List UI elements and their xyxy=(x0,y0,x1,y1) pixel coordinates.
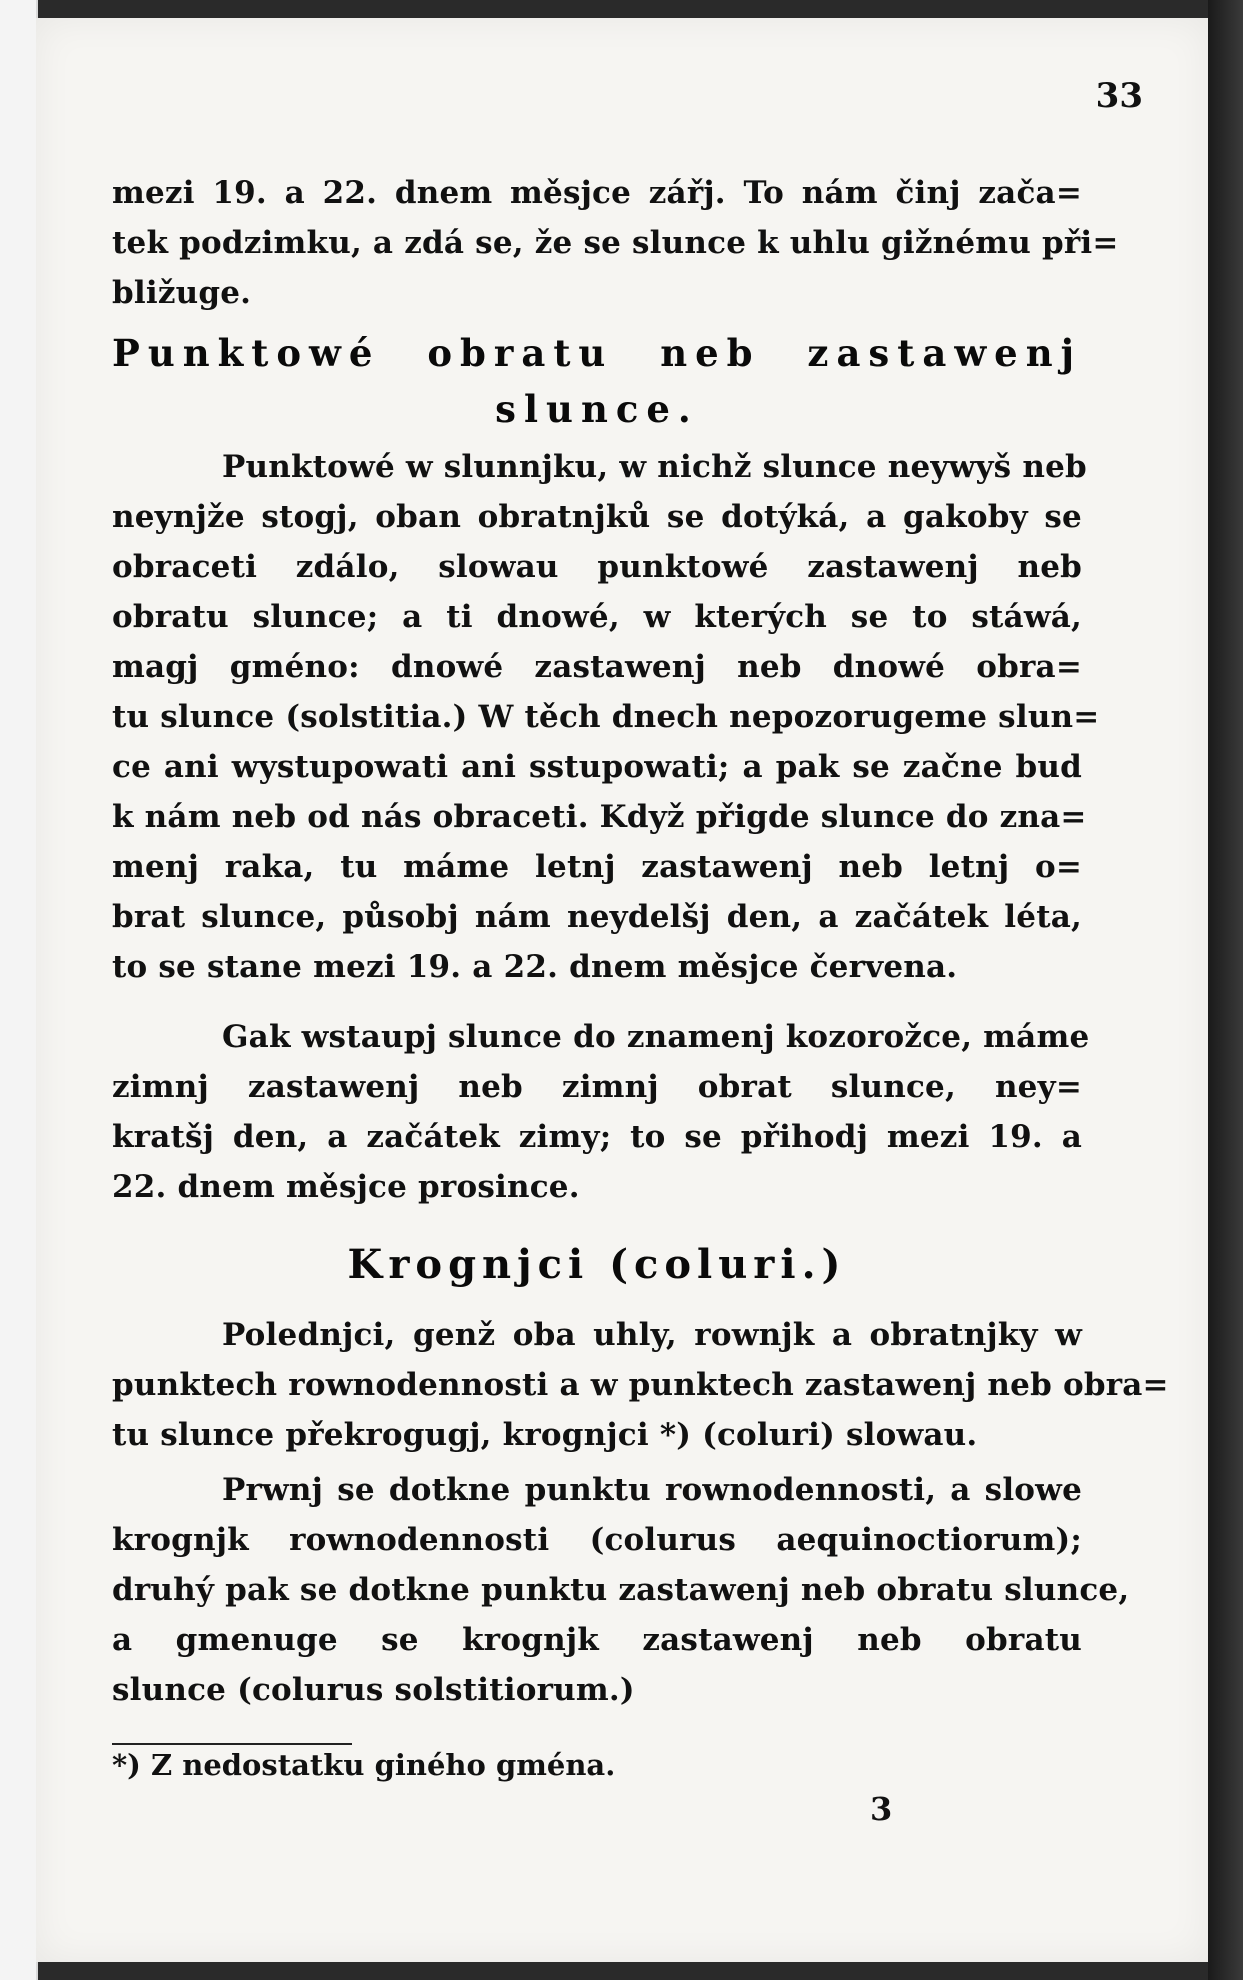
paragraph-punktowe xyxy=(112,442,1100,992)
text-line: magj gméno: dnowé zastawenj neb dnowé obra= xyxy=(112,649,1082,685)
text-line: menj raka, tu máme letnj zastawenj neb letnj o= xyxy=(112,849,1082,885)
text-line: ce ani wystupowati ani sstupowati; a pak se začne bud xyxy=(112,749,1082,785)
text-line: Prwnj se dotkne punktu rownodennosti, a slowe xyxy=(222,1472,1082,1508)
text-line: punktech rownodennosti a w punktech zastawenj neb obra= xyxy=(112,1367,1169,1403)
top-paragraph xyxy=(112,168,1119,318)
text-line: brat slunce, působj nám neydelšj den, a začátek léta, xyxy=(112,899,1082,935)
text-line: slunce (colurus solstitiorum.) xyxy=(112,1672,635,1708)
text-line: k nám neb od nás obraceti. Když přigde slunce do zna= xyxy=(112,799,1087,835)
text-line: Punktowé w slunnjku, w nichž slunce neywyš neb xyxy=(222,449,1087,485)
text-line: to se stane mezi 19. a 22. dnem měsjce červena. xyxy=(112,949,958,985)
text-line: bližuge. xyxy=(112,275,252,311)
text-line: krognjk rownodennosti (colurus aequinoctiorum); xyxy=(112,1522,1082,1558)
text-line: mezi 19. a 22. dnem měsjce zářj. To nám činj zača= xyxy=(112,175,1082,211)
heading-line: Punktowé obratu neb zastawenj xyxy=(112,331,1082,375)
footnote-rule xyxy=(112,1743,352,1745)
text-line: druhý pak se dotkne punktu zastawenj neb obratu slunce, xyxy=(112,1572,1130,1608)
text-line: a gmenuge se krognjk zastawenj neb obratu xyxy=(112,1622,1082,1658)
paragraph-gak xyxy=(112,1012,1090,1212)
text-line: obratu slunce; a ti dnowé, w kterých se to stáwá, xyxy=(112,599,1082,635)
scan-edge xyxy=(0,0,38,1980)
text-line: neynjže stogj, oban obratnjků se dotýká, a gakoby se xyxy=(112,499,1082,535)
page-number: 33 xyxy=(1095,76,1143,116)
paragraph-prwnj xyxy=(112,1465,1130,1715)
section-heading-punktowe xyxy=(112,325,1082,437)
paragraph-polednjci xyxy=(112,1310,1169,1460)
heading-line: Krognjci (coluri.) xyxy=(347,1241,847,1288)
section-heading-krognjci xyxy=(112,1235,1082,1295)
text-line: zimnj zastawenj neb zimnj obrat slunce, ney= xyxy=(112,1069,1082,1105)
scan-shadow xyxy=(1208,0,1243,1980)
text-line: tu slunce (solstitia.) W těch dnech nepozorugeme slun= xyxy=(112,699,1100,735)
text-line: tek podzimku, a zdá se, že se slunce k uhlu gižnému při= xyxy=(112,225,1119,261)
heading-line: slunce. xyxy=(495,387,699,431)
text-line: Gak wstaupj slunce do znamenj kozorožce, máme xyxy=(222,1019,1090,1055)
text-line: 22. dnem měsjce prosince. xyxy=(112,1169,580,1205)
footnote: *) Z nedostatku giného gména. xyxy=(112,1748,616,1782)
signature-mark: 3 xyxy=(870,1790,893,1828)
text-line: tu slunce překrogugj, krognjci *) (coluri) slowau. xyxy=(112,1417,978,1453)
text-line: Polednjci, genž oba uhly, rownjk a obratnjky w xyxy=(222,1317,1082,1353)
text-line: kratšj den, a začátek zimy; to se přihodj mezi 19. a xyxy=(112,1119,1082,1155)
text-line: obraceti zdálo, slowau punktowé zastawenj neb xyxy=(112,549,1082,585)
